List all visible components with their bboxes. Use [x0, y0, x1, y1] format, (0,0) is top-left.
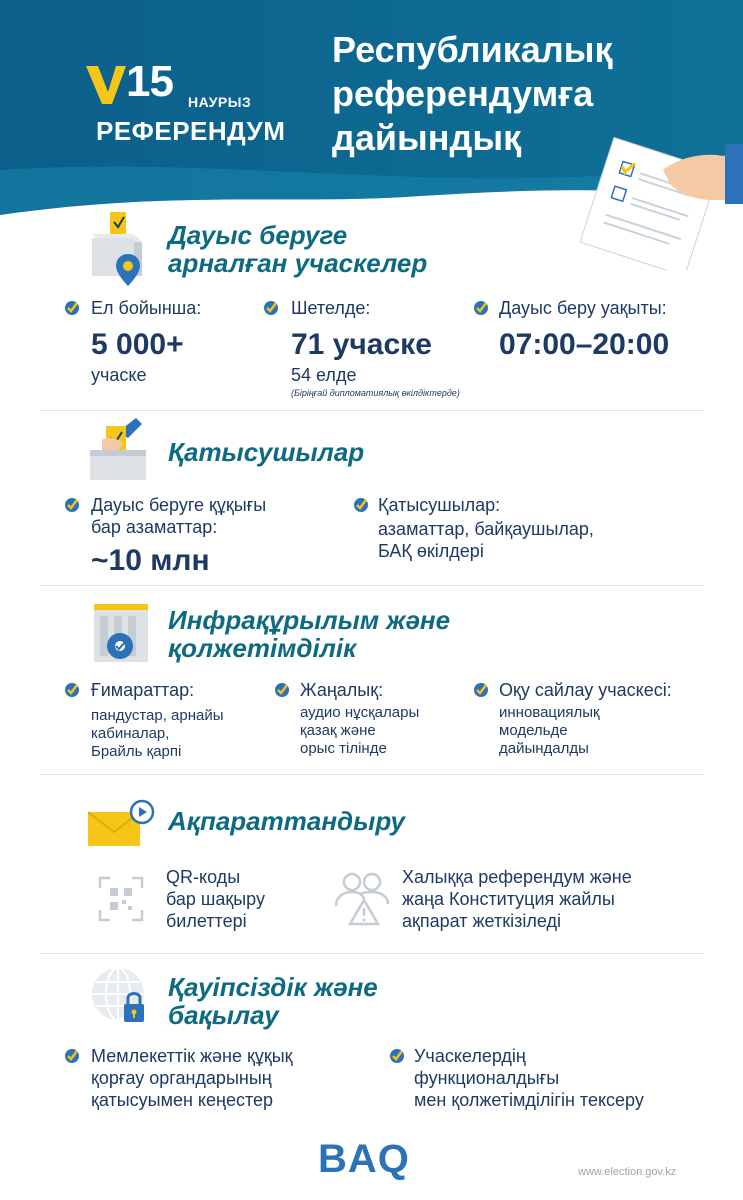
- qr-tickets-text: QR-коды бар шақыру билеттері: [166, 867, 265, 931]
- news-text: аудио нұсқалары қазақ және орыс тілінде: [300, 704, 420, 757]
- section-divider: [40, 774, 704, 775]
- check-icon: [353, 497, 369, 513]
- ballot-box-location-icon: [88, 208, 150, 286]
- globe-lock-icon: [90, 966, 154, 1030]
- check-icon: [473, 300, 489, 316]
- footer-site[interactable]: www.election.gov.kz: [578, 1166, 677, 1178]
- voting-time-value: 07:00–20:00: [499, 328, 670, 361]
- security-meetings-text: Мемлекеттік және құқық қорғау органдарының қатысуымен кеңестер: [91, 1046, 293, 1110]
- logo-month: НАУРЫЗ: [188, 94, 252, 110]
- information-delivery-text: Халыққа референдум және жаңа Конституция жайлы ақпарат жеткізіледі: [402, 867, 632, 931]
- eligible-voters-label: Дауыс беруге құқығы бар азаматтар:: [91, 495, 267, 537]
- logo-word: РЕФЕРЕНДУМ: [96, 116, 286, 146]
- checkmark-logo-icon: [86, 62, 126, 106]
- ballot-vote-icon: [88, 416, 150, 482]
- qr-code-icon: [98, 876, 144, 922]
- ballot-hand-icon: [553, 130, 743, 270]
- check-icon: [473, 682, 489, 698]
- precincts-domestic-value: 5 000+: [91, 328, 184, 361]
- section-title-information: Ақпараттандыру: [168, 806, 405, 836]
- referendum-logo: [86, 57, 286, 150]
- precincts-domestic-sub: учаске: [91, 365, 147, 385]
- participants-text: азаматтар, байқаушылар, БАҚ өкілдері: [378, 519, 594, 561]
- training-precinct-text: инновациялық модельде дайындалды: [499, 704, 600, 757]
- precincts-domestic-label: Ел бойынша:: [91, 298, 202, 318]
- check-icon: [64, 1048, 80, 1064]
- page-title: Республикалық референдумға дайындық: [332, 29, 613, 158]
- section-title-infrastructure: Инфрақұрылым және қолжетімділік: [168, 605, 451, 663]
- buildings-text: пандустар, арнайы кабиналар, Брайль қарпі: [91, 707, 224, 760]
- voting-time-label: Дауыс беру уақыты:: [499, 298, 667, 318]
- precinct-inspection-text: Учаскелердің функционалдығы мен қолжетімділігін тексеру: [414, 1046, 644, 1110]
- envelope-play-icon: [86, 798, 156, 850]
- buildings-label: Ғимараттар:: [91, 680, 195, 700]
- section-title-participants: Қатысушылар: [168, 437, 365, 467]
- people-alert-icon: [334, 870, 394, 926]
- training-precinct-label: Оқу сайлау учаскесі:: [499, 680, 672, 700]
- check-icon: [64, 497, 80, 513]
- logo-number: 15: [126, 57, 173, 106]
- eligible-voters-value: ~10 млн: [91, 544, 210, 577]
- section-title-precincts: Дауыс беруге арналған учаскелер: [168, 220, 428, 278]
- section-divider: [40, 953, 704, 954]
- section-title-security: Қауіпсіздік және бақылау: [168, 972, 378, 1030]
- check-icon: [274, 682, 290, 698]
- participants-label: Қатысушылар:: [378, 495, 501, 515]
- check-icon: [64, 682, 80, 698]
- check-icon: [263, 300, 279, 316]
- precincts-abroad-value: 71 учаске: [291, 328, 432, 361]
- baq-logo: BAQ: [318, 1137, 410, 1181]
- check-icon: [389, 1048, 405, 1064]
- section-divider: [40, 410, 704, 411]
- precincts-abroad-note: (Біріңғай дипломатиялық өкілдіктерде): [291, 388, 460, 398]
- building-gear-icon: [90, 602, 154, 666]
- precincts-abroad-label: Шетелде:: [291, 298, 371, 318]
- section-divider: [40, 585, 704, 586]
- check-icon: [64, 300, 80, 316]
- news-label: Жаңалық:: [300, 680, 384, 700]
- precincts-abroad-sub: 54 елде: [291, 365, 357, 385]
